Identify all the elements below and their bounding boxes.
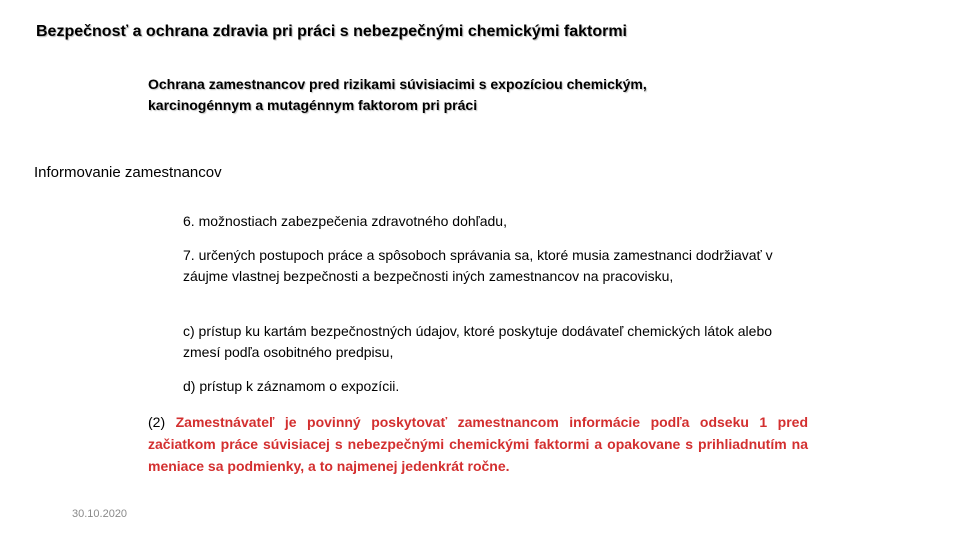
list-item-c: c) prístup ku kartám bezpečnostných údajov, ktoré poskytuje dodávateľ chemických látok alebo zmesí podľa osobitného predpisu, [183, 323, 773, 360]
list-item-7: 7. určených postupoch práce a spôsoboch správania sa, ktoré musia zamestnanci dodržiavať v záujme vlastnej bezpečnosti a bezpečnosti iných zamestnancov na pracovisku, [183, 247, 773, 284]
section-heading: Informovanie zamestnancov [34, 164, 222, 181]
list-item-6: 6. možnostiach zabezpečenia zdravotného dohľadu, [183, 213, 507, 229]
note-highlight: Zamestnávateľ je povinný poskytovať zamestnancom informácie podľa odseku 1 pred začiatkom práce súvisiacej s nebezpečnými chemickými faktormi a opakovane s prihliadnutím na meniace sa podmienky, a to najmenej jedenkrát ročne. [148, 414, 809, 474]
slide-title: Bezpečnosť a ochrana zdravia pri práci s nebezpečnými chemickými faktormi [36, 23, 627, 40]
employer-obligation-note [148, 411, 808, 477]
subtitle-line-2: karcinogénnym a mutagénnym faktorom pri práci [148, 97, 478, 113]
slide-subtitle [148, 74, 768, 116]
note-prefix: (2) [148, 414, 176, 430]
list-item-d: d) prístup k záznamom o expozícii. [183, 378, 400, 394]
subtitle-line-1: Ochrana zamestnancov pred rizikami súvisiacimi s expozíciou chemickým, [148, 76, 647, 92]
slide-date: 30.10.2020 [72, 508, 128, 520]
